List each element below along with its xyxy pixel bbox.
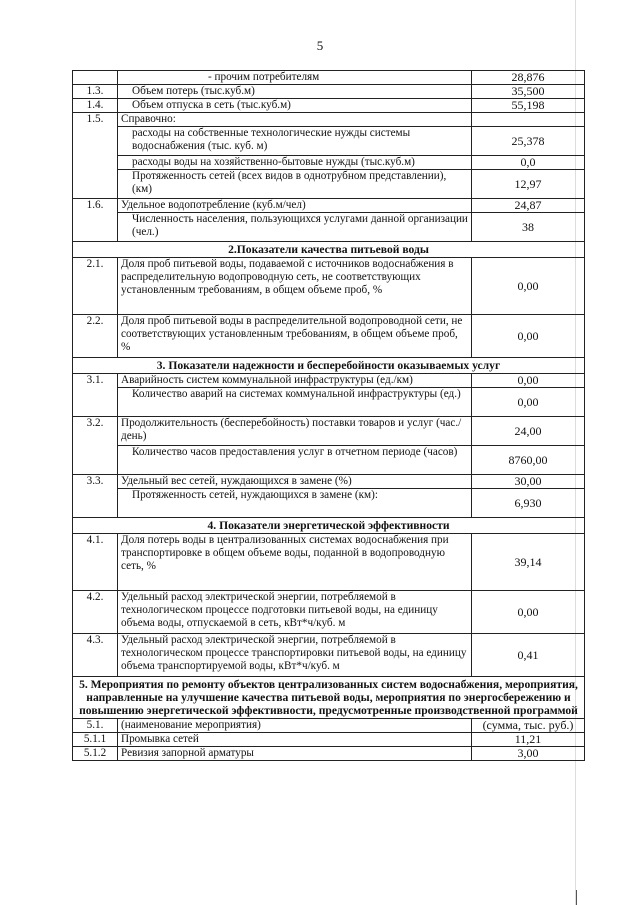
indicator-label: Доля проб питьевой воды в распределительной водопроводной сети, не соответствующих установленным требованиям, в общем объеме проб, % [118,315,472,358]
indicator-label: Удельное водопотребление (куб.м/чел) [118,199,472,213]
section-header-row [73,518,585,534]
indicator-value: 3,00 [472,747,585,761]
table-row [73,591,585,634]
indicator-label: (наименование мероприятия) [118,719,472,733]
indicator-label: Промывка сетей [118,733,472,747]
table-row [73,113,585,127]
indicator-value: 35,500 [472,85,585,99]
row-number: 3.2. [73,417,118,475]
indicator-label: Удельный расход электрической энергии, потребляемой в технологическом процессе транспортировки питьевой воды, на единицу объема транспортируемой воды, кВт*ч/куб. м [118,634,472,677]
indicator-value: 55,198 [472,99,585,113]
indicator-value: 0,00 [472,388,585,417]
indicator-label: расходы на собственные технологические нужды системы водоснабжения (тыс. куб. м) [118,127,472,156]
indicator-label: - прочим потребителям [118,71,472,85]
indicator-value: 0,00 [472,315,585,358]
indicator-label: Удельный расход электрической энергии, потребляемой в технологическом процессе подготовки питьевой воды, на единицу объема воды, отпускаемой в сеть, кВт*ч/куб. м [118,591,472,634]
indicator-value: 0,00 [472,591,585,634]
row-number: 4.2. [73,591,118,634]
indicator-label: Количество часов предоставления услуг в отчетном периоде (часов) [118,446,472,475]
table-row [73,170,585,199]
indicator-label: расходы воды на хозяйственно-бытовые нужды (тыс.куб.м) [118,156,472,170]
table-row [73,534,585,591]
indicator-value: 0,00 [472,374,585,388]
indicator-label: Продолжительность (бесперебойность) поставки товаров и услуг (час./день) [118,417,472,446]
table-row [73,71,585,85]
table-row [73,199,585,213]
row-number: 4.1. [73,534,118,591]
indicator-value: 11,21 [472,733,585,747]
indicator-label: Ревизия запорной арматуры [118,747,472,761]
indicator-value: 0,41 [472,634,585,677]
indicator-value: 6,930 [472,489,585,518]
indicator-label: Численность населения, пользующихся услугами данной организации (чел.) [118,213,472,242]
indicator-label: Доля проб питьевой воды, подаваемой с источников водоснабжения в распределительную водопроводную сеть, не соответствующих установленным требованиям, в общем объеме проб, % [118,258,472,315]
indicator-value: 12,97 [472,170,585,199]
indicator-value: 8760,00 [472,446,585,475]
table-row [73,719,585,733]
indicator-label: Доля потерь воды в централизованных системах водоснабжения при транспортировке в общем объеме воды, поданной в водопроводную сеть, % [118,534,472,591]
indicator-value: 38 [472,213,585,242]
indicator-value: 25,378 [472,127,585,156]
section-header-row [73,242,585,258]
margin-tick [576,890,577,905]
indicator-value [472,113,585,127]
indicators-table [72,70,585,761]
row-number: 2.2. [73,315,118,358]
table-row [73,156,585,170]
row-number [73,71,118,85]
table-row [73,747,585,761]
indicator-label: Протяженность сетей (всех видов в однотрубном представлении), (км) [118,170,472,199]
section-title: 4. Показатели энергетической эффективности [73,518,585,534]
row-number: 3.3. [73,475,118,518]
section-title: 5. Мероприятия по ремонту объектов централизованных систем водоснабжения, мероприятия, направленные на улучшение качества питьевой воды, мероприятия по энергосбережению и повышению энергетической эффективности, предусмотренные производственной программой [73,677,585,719]
row-number: 3.1. [73,374,118,417]
table-row [73,388,585,417]
table-row [73,258,585,315]
indicator-label: Объем потерь (тыс.куб.м) [118,85,472,99]
section-title: 3. Показатели надежности и бесперебойности оказываемых услуг [73,358,585,374]
indicator-value: 24,00 [472,417,585,446]
row-number: 1.5. [73,113,118,199]
section-header-row [73,677,585,719]
indicator-value: 0,0 [472,156,585,170]
table-row [73,85,585,99]
table-row [73,475,585,489]
indicator-value: 0,00 [472,258,585,315]
row-number: 5.1. [73,719,118,733]
indicator-value: 24,87 [472,199,585,213]
table-row [73,446,585,475]
table-row [73,489,585,518]
section-header-row [73,358,585,374]
row-number: 5.1.1 [73,733,118,747]
section-title: 2.Показатели качества питьевой воды [73,242,585,258]
indicator-label: Удельный вес сетей, нуждающихся в замене (%) [118,475,472,489]
table-row [73,127,585,156]
row-number: 1.6. [73,199,118,242]
table-row [73,417,585,446]
indicator-label: Справочно: [118,113,472,127]
row-number: 2.1. [73,258,118,315]
row-number: 1.3. [73,85,118,99]
row-number: 4.3. [73,634,118,677]
indicator-value: 39,14 [472,534,585,591]
indicator-label: Протяженность сетей, нуждающихся в замене (км): [118,489,472,518]
table-row [73,213,585,242]
indicator-label: Количество аварий на системах коммунальной инфраструктуры (ед.) [118,388,472,417]
indicator-value: 30,00 [472,475,585,489]
indicator-value: (сумма, тыс. руб.) [472,719,585,733]
row-number: 1.4. [73,99,118,113]
indicator-label: Объем отпуска в сеть (тыс.куб.м) [118,99,472,113]
table-row [73,634,585,677]
indicator-value: 28,876 [472,71,585,85]
table-row [73,315,585,358]
table-row [73,733,585,747]
indicator-label: Аварийность систем коммунальной инфраструктуры (ед./км) [118,374,472,388]
row-number: 5.1.2 [73,747,118,761]
table-row [73,374,585,388]
table-row [73,99,585,113]
page-number: 5 [316,38,324,53]
